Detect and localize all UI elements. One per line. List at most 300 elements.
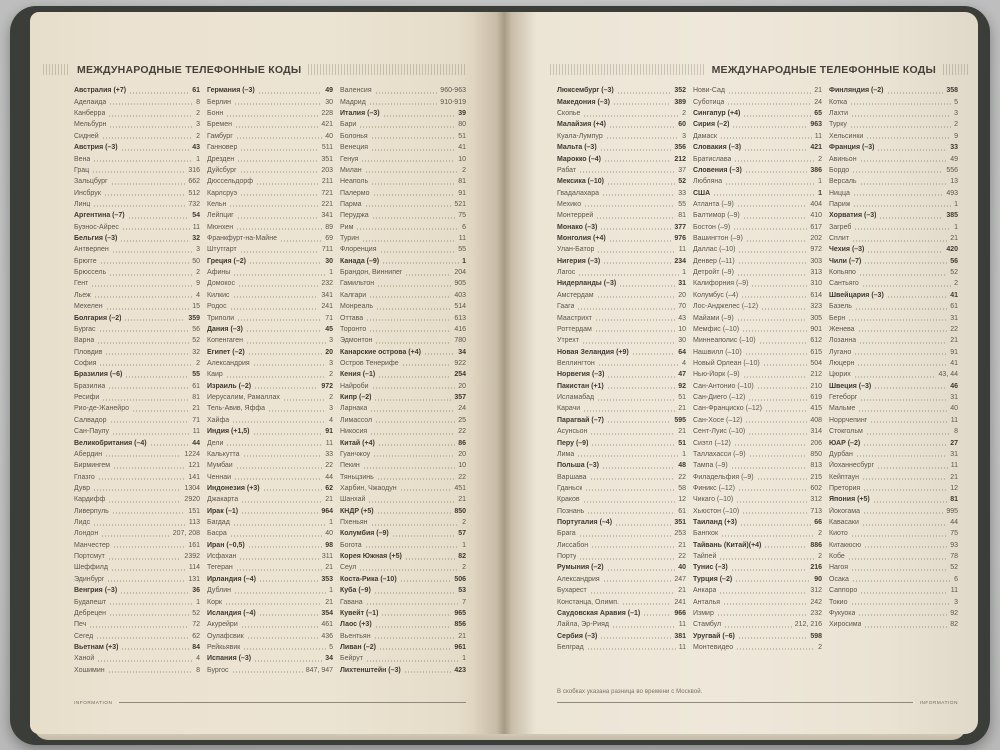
entry-code: 216	[810, 564, 822, 572]
dotted-leader	[864, 626, 947, 628]
dotted-leader	[104, 194, 186, 196]
code-entry	[829, 186, 958, 197]
entry-code: 905	[454, 280, 466, 288]
dotted-leader	[590, 433, 675, 435]
dotted-leader	[862, 478, 947, 480]
dotted-leader	[379, 648, 451, 650]
dotted-leader	[226, 115, 318, 117]
code-entry	[829, 107, 958, 118]
entry-name: Майами (–9)	[693, 314, 734, 322]
entry-name: Чехия (–3)	[829, 246, 865, 254]
entry-name: Кейптаун	[829, 473, 859, 481]
code-entry	[74, 107, 200, 118]
entry-name: Индонезия (+3)	[207, 484, 260, 492]
dotted-leader	[864, 262, 947, 264]
entry-name: Сингапур (+4)	[693, 110, 741, 118]
dotted-leader	[860, 399, 947, 401]
entry-code: 619	[810, 394, 822, 402]
entry-code: 52	[192, 337, 200, 345]
dotted-leader	[579, 171, 675, 173]
entry-name: Претория	[829, 484, 861, 492]
dotted-leader	[382, 262, 459, 264]
entry-name: Кувейт (–1)	[340, 609, 379, 617]
entry-name: Швейцария (–3)	[829, 291, 884, 299]
entry-code: 602	[810, 484, 822, 492]
entry-code: 3	[954, 110, 958, 118]
entry-code: 504	[810, 359, 822, 367]
dotted-leader	[612, 626, 676, 628]
entry-code: 662	[188, 178, 200, 186]
dotted-leader	[383, 115, 456, 117]
entry-name: Нови-Сад	[693, 87, 726, 95]
entry-name: Дрезден	[207, 155, 235, 163]
entry-name: Коста-Рика (–10)	[340, 575, 397, 583]
dotted-leader	[591, 444, 675, 446]
entry-name: Портсмут	[74, 553, 105, 561]
entry-code: 33	[678, 189, 686, 197]
entry-code: 61	[192, 382, 200, 390]
entry-code: 415	[810, 405, 822, 413]
dotted-leader	[848, 319, 947, 321]
entry-code: 2	[954, 121, 958, 129]
entry-name: Ливерпуль	[74, 507, 109, 515]
entry-name: Тайпей	[693, 553, 717, 561]
code-entry	[557, 300, 686, 311]
entry-name: Польша (–3)	[557, 462, 600, 470]
entry-name: Рейкьявик	[207, 643, 241, 651]
dotted-leader	[366, 660, 459, 662]
code-entry	[557, 175, 686, 186]
code-entry	[207, 232, 333, 243]
hatch-bar	[943, 64, 970, 75]
entry-code: 2920	[184, 496, 200, 504]
dotted-leader	[850, 103, 951, 105]
dotted-leader	[109, 603, 193, 605]
entry-name: Вена	[74, 155, 91, 163]
entry-code: 21	[458, 496, 466, 504]
entry-name: Скопье	[557, 110, 581, 118]
code-entry	[340, 572, 466, 583]
dotted-leader	[93, 160, 193, 162]
code-entry	[693, 232, 822, 243]
entry-name: Аргентина (–7)	[74, 212, 125, 220]
entry-name: Финикс (–12)	[693, 484, 735, 492]
entry-name: Даллас (–10)	[693, 246, 736, 254]
code-entry	[340, 595, 466, 606]
entry-name: Зальцбург	[74, 178, 108, 186]
code-entry	[340, 232, 466, 243]
entry-code: 2	[196, 110, 200, 118]
dotted-leader	[234, 478, 322, 480]
code-entry	[557, 448, 686, 459]
entry-name: Исламабад	[557, 394, 595, 402]
entry-name: Инсбрук	[74, 189, 101, 197]
code-entry	[829, 95, 958, 106]
entry-code: 66	[814, 519, 822, 527]
entry-name: Индия (+1,5)	[207, 428, 250, 436]
code-entry	[693, 425, 822, 436]
code-entry	[829, 334, 958, 345]
code-entry	[557, 436, 686, 447]
code-entry	[340, 482, 466, 493]
entry-code: 21	[678, 405, 686, 413]
entry-code: 357	[454, 394, 466, 402]
entry-code: 11	[950, 462, 958, 470]
entry-name: Турин	[340, 235, 359, 243]
code-entry	[340, 663, 466, 674]
entry-code: 1224	[184, 450, 200, 458]
entry-code: 232	[810, 609, 822, 617]
dotted-leader	[237, 160, 318, 162]
entry-name: Словакия (–3)	[693, 144, 742, 152]
entry-name: Оттава	[340, 314, 364, 322]
code-entry	[557, 470, 686, 481]
code-entry	[74, 482, 200, 493]
entry-name: Антверпен	[74, 246, 109, 254]
entry-code: 3	[196, 121, 200, 129]
entry-code: 385	[946, 212, 958, 220]
entry-code: 206	[810, 439, 822, 447]
entry-name: Токио	[829, 598, 848, 606]
entry-code: 1	[196, 598, 200, 606]
entry-code: 54	[192, 212, 200, 220]
dotted-leader	[860, 183, 948, 185]
entry-name: Карачи	[557, 405, 581, 413]
dotted-leader	[362, 240, 456, 242]
code-entry	[557, 198, 686, 209]
entry-code: 305	[810, 314, 822, 322]
dotted-leader	[854, 353, 947, 355]
code-entry	[207, 391, 333, 402]
dotted-leader	[852, 580, 951, 582]
entry-code: 11	[678, 246, 686, 254]
dotted-leader	[253, 433, 323, 435]
code-entry	[340, 425, 466, 436]
code-entry	[829, 266, 958, 277]
entry-name: Никосия	[340, 428, 368, 436]
dotted-leader	[112, 433, 190, 435]
entry-code: 461	[321, 621, 333, 629]
code-entry	[207, 561, 333, 572]
dotted-leader	[584, 205, 675, 207]
dotted-leader	[105, 455, 181, 457]
entry-name: Калгари	[340, 291, 367, 299]
entry-code: 2	[462, 519, 466, 527]
code-entry	[74, 357, 200, 368]
entry-name: Дюссельдорф	[207, 178, 254, 186]
entry-name: Милан	[340, 166, 362, 174]
entry-code: 521	[454, 200, 466, 208]
dotted-leader	[377, 512, 452, 514]
code-entry	[557, 595, 686, 606]
entry-code: 113	[188, 519, 200, 527]
entry-name: Ханой	[74, 655, 95, 663]
dotted-leader	[879, 217, 943, 219]
code-entry	[74, 141, 200, 152]
dotted-leader	[253, 364, 326, 366]
dotted-leader	[632, 353, 675, 355]
code-entry	[340, 334, 466, 345]
entry-code: 51	[458, 132, 466, 140]
code-entry	[557, 141, 686, 152]
dotted-leader	[235, 126, 318, 128]
code-entry	[829, 141, 958, 152]
code-entry	[557, 323, 686, 334]
entry-code: 41	[950, 291, 958, 299]
code-entry	[693, 288, 822, 299]
entry-code: 1	[329, 587, 333, 595]
entry-code: 242	[810, 598, 822, 606]
entry-name: Чикаго (–10)	[693, 496, 734, 504]
code-entry	[557, 391, 686, 402]
dotted-leader	[96, 637, 189, 639]
entry-name: Триполи	[207, 314, 235, 322]
dotted-leader	[863, 489, 947, 491]
dotted-leader	[731, 569, 808, 571]
code-entry	[693, 470, 822, 481]
entry-name: Кельн	[207, 200, 227, 208]
entry-code: 311	[321, 553, 333, 561]
entry-code: 6	[462, 223, 466, 231]
left-page-header	[43, 62, 466, 77]
entry-code: 75	[950, 530, 958, 538]
entry-name: Мельбурн	[74, 121, 107, 129]
code-entry	[693, 243, 822, 254]
dotted-leader	[737, 319, 808, 321]
entry-code: 92	[950, 609, 958, 617]
entry-name: Варшава	[557, 473, 587, 481]
dotted-leader	[99, 364, 193, 366]
entry-name: Мальме	[829, 405, 856, 413]
entry-name: Пхеньян	[340, 519, 368, 527]
code-entry	[74, 118, 200, 129]
code-entry	[693, 84, 822, 95]
entry-code: 241	[321, 303, 333, 311]
code-entry	[207, 527, 333, 538]
dotted-leader	[356, 228, 459, 230]
entry-name: Монако (–3)	[557, 223, 598, 231]
entry-code: 21	[678, 428, 686, 436]
entry-name: Копенгаген	[207, 337, 243, 345]
code-entry	[340, 527, 466, 538]
entry-code: 1	[954, 200, 958, 208]
code-entry	[829, 152, 958, 163]
entry-code: 514	[454, 303, 466, 311]
code-entry	[829, 436, 958, 447]
entry-code: 41	[458, 144, 466, 152]
dotted-leader	[226, 444, 322, 446]
entry-name: Грац	[74, 166, 90, 174]
code-entry	[693, 300, 822, 311]
entry-code: 3	[196, 246, 200, 254]
page-title: МЕЖДУНАРОДНЫЕ ТЕЛЕФОННЫЕ КОДЫ	[711, 63, 936, 76]
entry-name: Бельгия (–3)	[74, 235, 118, 243]
code-entry	[74, 220, 200, 231]
dotted-leader	[236, 137, 322, 139]
dotted-leader	[369, 103, 438, 105]
entry-name: Кения (–1)	[340, 371, 376, 379]
entry-code: 47	[678, 371, 686, 379]
time-difference-footnote: В скобках указана разница во времени с Москвой.	[557, 689, 703, 695]
entry-name: Лайла, Эр-Рияд	[557, 621, 609, 629]
entry-name: Мехелен	[74, 303, 103, 311]
dotted-leader	[737, 205, 807, 207]
entry-name: Ганновер	[207, 144, 238, 152]
entry-name: Ницца	[829, 189, 850, 197]
entry-name: Кардифф	[74, 496, 106, 504]
entry-name: Италия (–3)	[340, 110, 380, 118]
dotted-leader	[254, 660, 322, 662]
dotted-leader	[856, 455, 947, 457]
code-entry	[557, 254, 686, 265]
entry-name: Лихтенштейн (–3)	[340, 666, 401, 674]
dotted-leader	[120, 240, 189, 242]
entry-code: 2	[329, 394, 333, 402]
code-entry	[74, 266, 200, 277]
entry-code: 886	[810, 541, 822, 549]
entry-code: 1	[462, 541, 466, 549]
entry-code: 51	[678, 439, 686, 447]
dotted-leader	[600, 149, 672, 151]
entry-code: 381	[674, 632, 686, 640]
entry-name: Малайзия (+4)	[557, 121, 606, 129]
entry-code: 52	[950, 269, 958, 277]
code-entry	[829, 413, 958, 424]
entry-name: Порту	[557, 553, 577, 561]
entry-code: 1	[462, 655, 466, 663]
entry-code: 617	[810, 223, 822, 231]
entry-name: Нью-Йорк (–9)	[693, 371, 740, 379]
entry-name: Афины	[207, 269, 231, 277]
entry-code: 34	[458, 348, 466, 356]
entry-code: 4	[329, 416, 333, 424]
code-entry	[207, 550, 333, 561]
entry-name: Карлсруэ	[207, 189, 238, 197]
dotted-leader	[363, 467, 455, 469]
entry-code: 52	[192, 609, 200, 617]
entry-name: Париж	[829, 200, 851, 208]
entry-name: Канада (–9)	[340, 257, 380, 265]
dotted-leader	[713, 194, 815, 196]
code-entry	[829, 391, 958, 402]
dotted-leader	[374, 399, 451, 401]
dotted-leader	[874, 387, 947, 389]
entry-code: 389	[674, 98, 686, 106]
entry-name: Хошимин	[74, 666, 105, 674]
entry-name: Стамбул	[693, 621, 722, 629]
entry-code: 961	[454, 643, 466, 651]
footer-label: INFORMATION	[74, 700, 113, 705]
entry-name: Веллингтон	[557, 359, 595, 367]
code-entry	[557, 209, 686, 220]
code-entry	[340, 538, 466, 549]
entry-name: Гуанчжоу	[340, 450, 371, 458]
entry-code: 71	[325, 314, 333, 322]
code-entry	[74, 561, 200, 572]
entry-code: 8	[954, 428, 958, 436]
entry-code: 615	[810, 348, 822, 356]
code-entry	[557, 413, 686, 424]
entry-name: Израиль (–2)	[207, 382, 252, 390]
entry-name: Бразилия (–6)	[74, 371, 123, 379]
entry-name: Иерусалим, Рамаллах	[207, 394, 280, 402]
entry-name: Утрехт	[557, 337, 579, 345]
entry-name: Тяньцзинь	[340, 473, 374, 481]
code-entry	[340, 243, 466, 254]
entry-code: 44	[950, 519, 958, 527]
entry-code: 312	[810, 587, 822, 595]
dotted-leader	[854, 228, 951, 230]
entry-code: 410	[810, 212, 822, 220]
entry-name: Турку	[829, 121, 847, 129]
entry-code: 1	[818, 189, 822, 197]
entry-name: Палермо	[340, 189, 370, 197]
dotted-leader	[731, 467, 808, 469]
code-entry	[693, 641, 822, 652]
code-entry	[693, 584, 822, 595]
entry-code: 20	[678, 291, 686, 299]
dotted-leader	[717, 614, 807, 616]
entry-name: Дамаск	[693, 132, 717, 140]
code-entry	[207, 607, 333, 618]
code-entry	[207, 254, 333, 265]
codes-column	[207, 84, 333, 675]
entry-code: 80	[458, 121, 466, 129]
left-page	[30, 12, 504, 734]
planner-cover	[10, 6, 990, 745]
code-entry	[74, 516, 200, 527]
dotted-leader	[851, 603, 952, 605]
code-entry	[557, 527, 686, 538]
dotted-leader	[765, 410, 807, 412]
dotted-leader	[764, 546, 807, 548]
entry-code: 10	[458, 155, 466, 163]
code-entry	[74, 254, 200, 265]
dotted-leader	[748, 399, 807, 401]
dotted-leader	[751, 285, 807, 287]
entry-code: 310	[810, 280, 822, 288]
entry-name: Льеж	[74, 291, 91, 299]
entry-code: 312	[810, 496, 822, 504]
entry-code: 65	[814, 110, 822, 118]
entry-code: 82	[950, 621, 958, 629]
code-entry	[829, 323, 958, 334]
dotted-leader	[248, 353, 322, 355]
entry-name: Канберра	[74, 110, 106, 118]
code-entry	[693, 561, 822, 572]
code-entry	[207, 220, 333, 231]
code-entry	[340, 84, 466, 95]
dotted-leader	[609, 126, 675, 128]
entry-code: 45	[325, 325, 333, 333]
dotted-leader	[606, 137, 679, 139]
entry-name: Сирия (–2)	[693, 121, 730, 129]
entry-code: 56	[950, 257, 958, 265]
dotted-leader	[877, 467, 948, 469]
entry-name: Кавасаки	[829, 519, 859, 527]
dotted-leader	[283, 399, 326, 401]
code-entry	[207, 198, 333, 209]
dotted-leader	[745, 353, 808, 355]
code-entry	[74, 493, 200, 504]
entry-code: 90	[814, 575, 822, 583]
entry-name: Брюгге	[74, 257, 97, 265]
dotted-leader	[361, 160, 455, 162]
code-entry	[557, 629, 686, 640]
dotted-leader	[112, 512, 186, 514]
entry-name: Венеция	[340, 144, 369, 152]
dotted-leader	[102, 399, 189, 401]
